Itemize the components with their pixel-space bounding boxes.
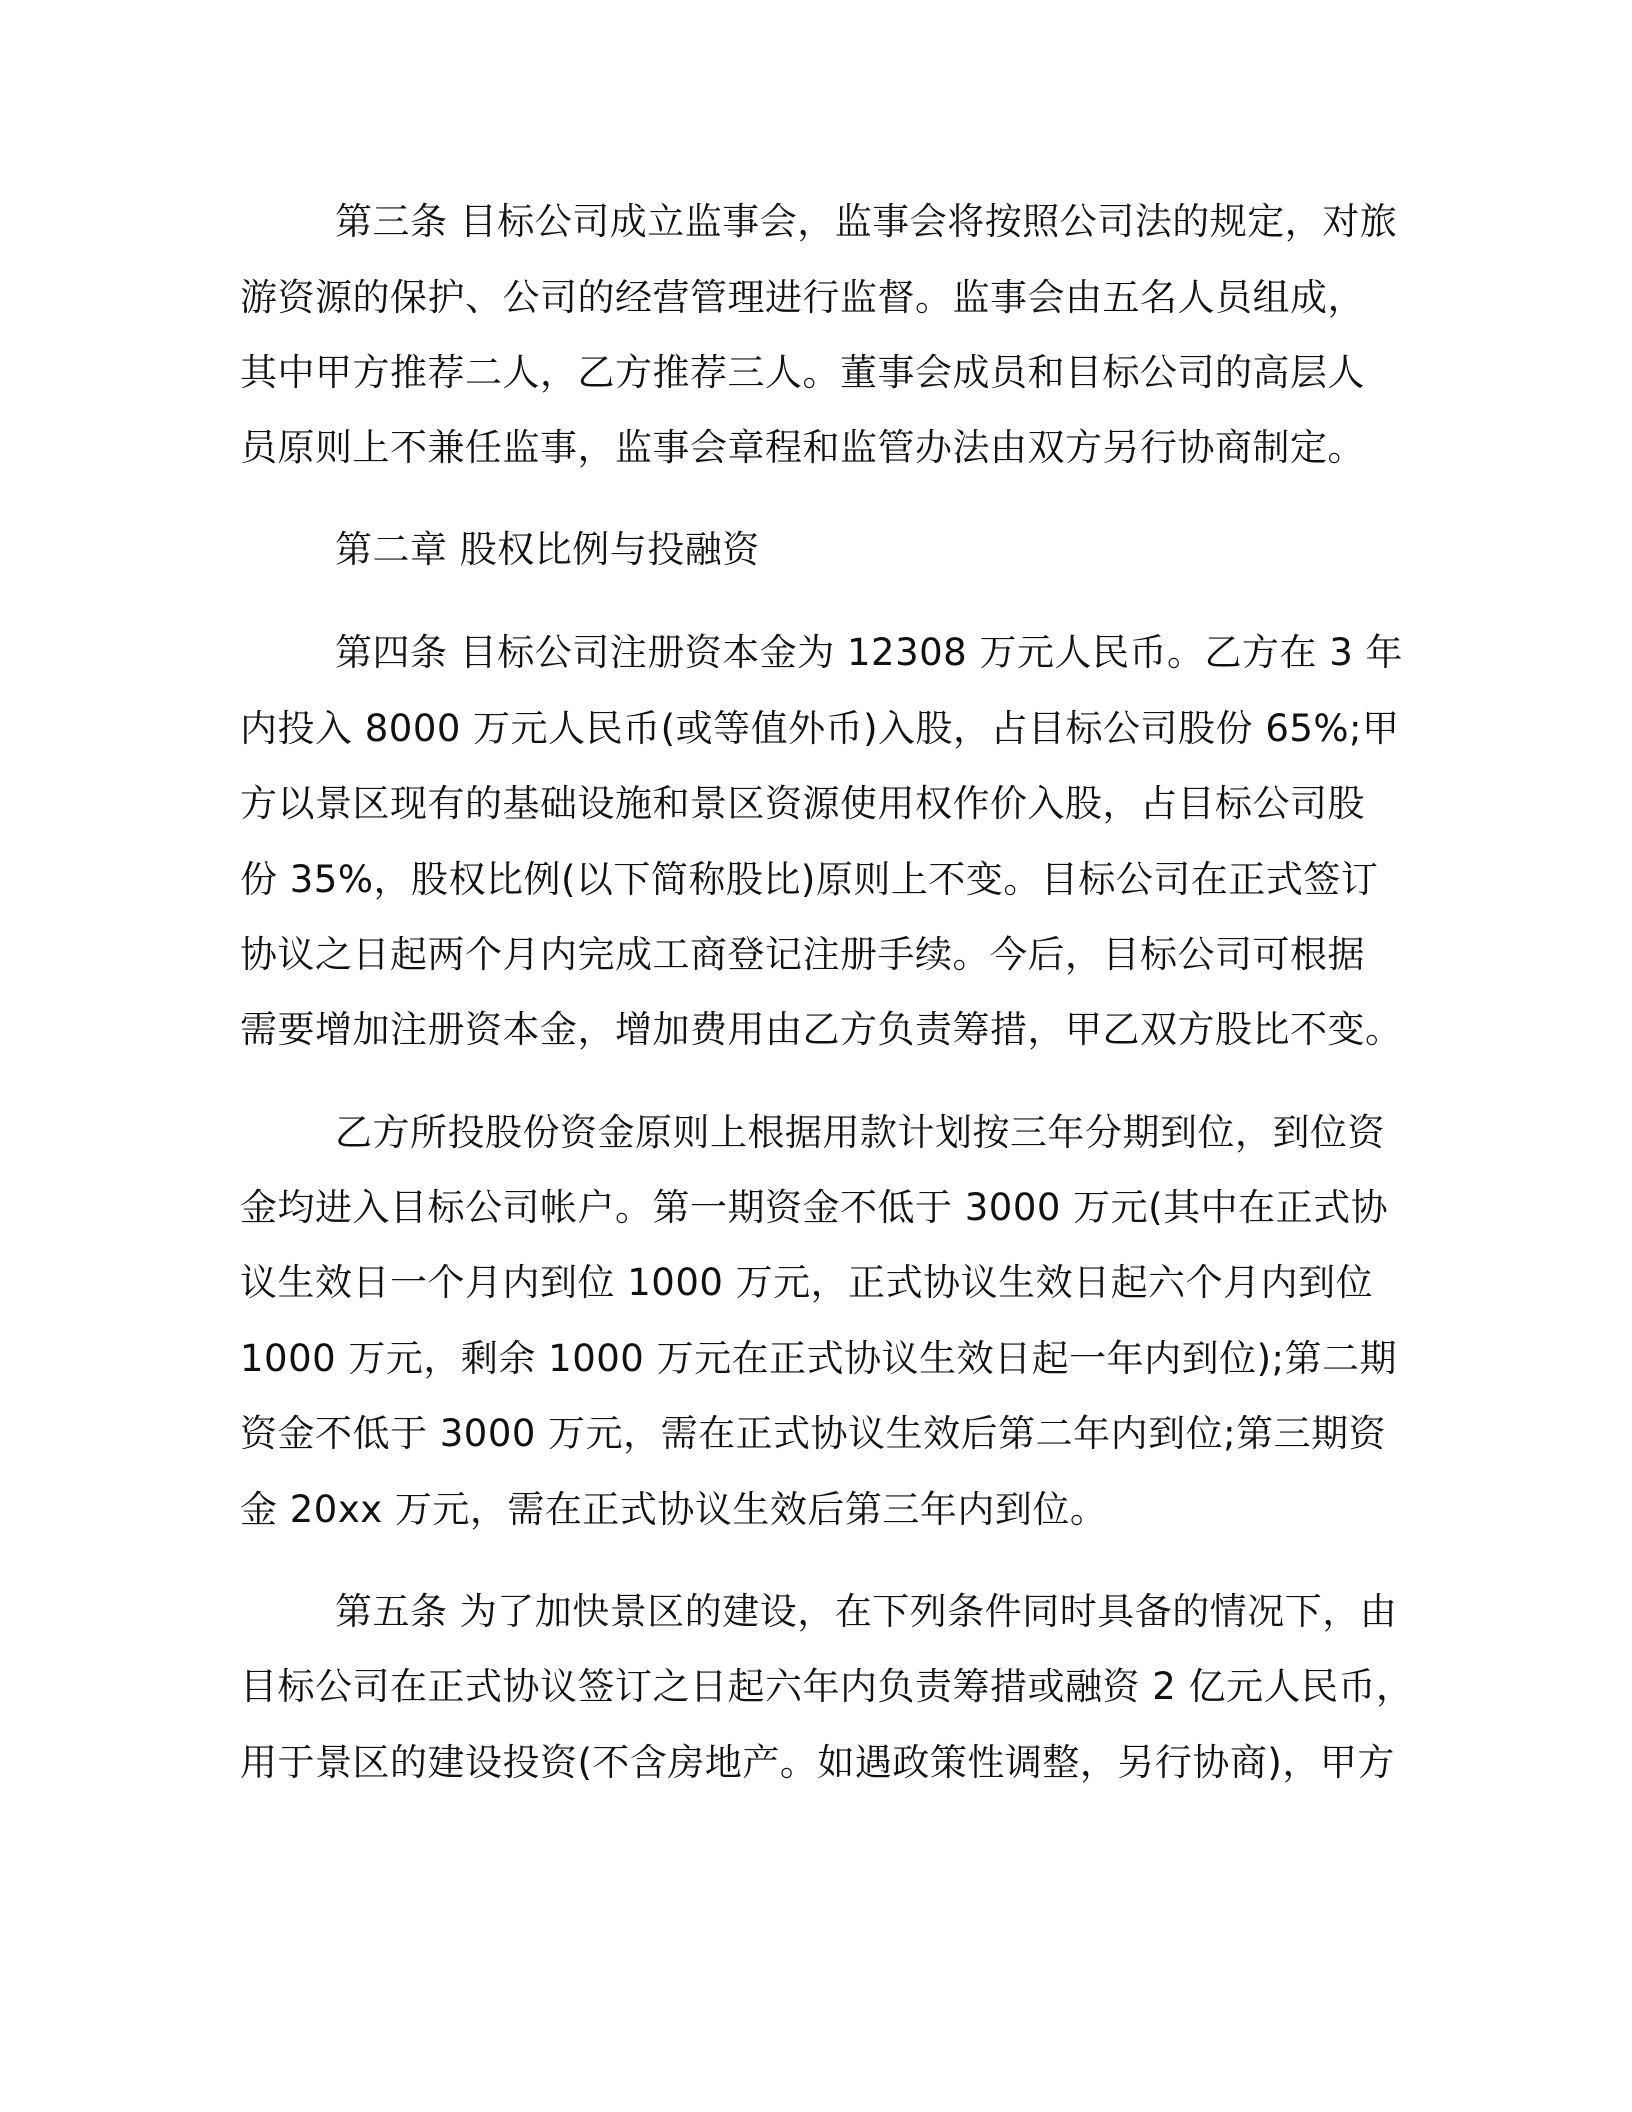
article-3-line-4: 员原则上不兼任监事，监事会章程和监管办法由双方另行协商制定。 [240,426,1365,469]
chapter-heading: 第二章 股权比例与投融资 [335,528,760,571]
article-3-line-1: 第三条 目标公司成立监事会，监事会将按照公司法的规定，对旅 [335,200,1398,243]
article-4-line-6: 需要增加注册资本金，增加费用由乙方负责筹措，甲乙双方股比不变。 [240,1008,1403,1051]
funding-line-4: 1000 万元，剩余 1000 万元在正式协议生效日起一年内到位);第二期 [240,1337,1398,1380]
article-5-line-3: 用于景区的建设投资(不含房地产。如遇政策性调整，另行协商)，甲方 [240,1741,1395,1784]
funding-line-6: 金 20xx 万元，需在正式协议生效后第三年内到位。 [240,1488,1108,1531]
article-5-line-2: 目标公司在正式协议签订之日起六年内负责筹措或融资 2 亿元人民币， [240,1665,1414,1708]
article-4-line-3: 方以景区现有的基础设施和景区资源使用权作价入股，占目标公司股 [240,782,1365,825]
funding-line-3: 议生效日一个月内到位 1000 万元，正式协议生效日起六个月内到位 [240,1261,1374,1304]
article-4-line-5: 协议之日起两个月内完成工商登记注册手续。今后，目标公司可根据 [240,933,1365,976]
funding-line-5: 资金不低于 3000 万元，需在正式协议生效后第二年内到位;第三期资 [240,1412,1387,1455]
funding-line-2: 金均进入目标公司帐户。第一期资金不低于 3000 万元(其中在正式协 [240,1186,1389,1229]
article-5-line-1: 第五条 为了加快景区的建设，在下列条件同时具备的情况下，由 [335,1590,1398,1633]
article-3-line-3: 其中甲方推荐二人，乙方推荐三人。董事会成员和目标公司的高层人 [240,351,1365,394]
article-4-line-2: 内投入 8000 万元人民币(或等值外币)入股，占目标公司股份 65%;甲 [240,707,1400,750]
article-4-line-1: 第四条 目标公司注册资本金为 12308 万元人民币。乙方在 3 年 [335,631,1404,674]
funding-line-1: 乙方所投股份资金原则上根据用款计划按三年分期到位，到位资 [335,1111,1385,1154]
article-3-line-2: 游资源的保护、公司的经营管理进行监督。监事会由五名人员组成， [240,276,1365,319]
article-4-line-4: 份 35%，股权比例(以下简称股比)原则上不变。目标公司在正式签订 [240,858,1379,901]
